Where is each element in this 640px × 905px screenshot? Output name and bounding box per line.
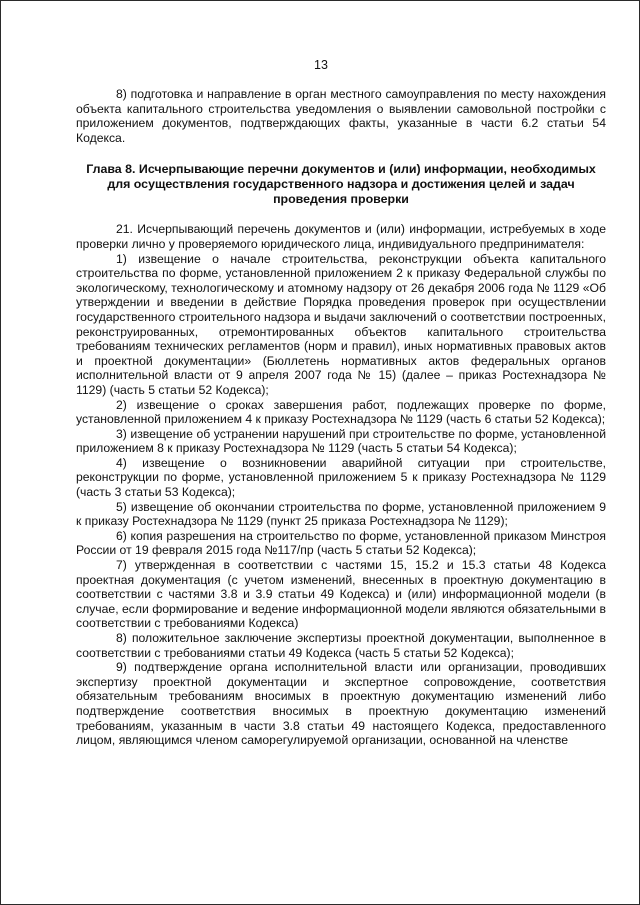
list-item-1: 1) извещение о начале строительства, реконструкции объекта капитального строительства по форме, установленной приложением 2 к приказу Федеральной службы по экологическому, технологическому и атомному надзору от 26 декабря 2006 года № 1129 «Об утверждении и введении в действие Порядка проведения проверок при осуществлении государственного строительного надзора и выдачи заключений о соответствии построенных, реконструированных, отремонтированных объектов капитального строительства требованиям технических регламентов (норм и правил), иных нормативных правовых актов и проектной документации» (Бюллетень нормативных актов федеральных органов исполнительной власти от 9 апреля 2007 года № 15) (далее – приказ Ростехнадзора № 1129) (часть 5 статьи 52 Кодекса); bbox=[76, 251, 606, 397]
section-21-lead: 21. Исчерпывающий перечень документов и (или) информации, истребуемых в ходе проверки лично у проверяемого юридического лица, индивидуального предпринимателя: bbox=[76, 222, 606, 251]
intro-item-paragraph: 8) подготовка и направление в орган местного самоуправления по месту нахождения объекта капитального строительства уведомления о выявлении самовольной постройки с приложением документов, подтверждающих факты, указанные в части 6.2 статьи 54 Кодекса. bbox=[76, 87, 606, 145]
page-number: 13 bbox=[314, 58, 328, 72]
list-item-3: 3) извещение об устранении нарушений при строительстве по форме, установленной приложением 8 к приказу Ростехнадзора № 1129 (часть 5 статьи 54 Кодекса); bbox=[76, 426, 606, 456]
list-item-2: 2) извещение о сроках завершения работ, подлежащих проверке по форме, установленной приложением 4 к приказу Ростехнадзора № 1129 (часть 6 статьи 52 Кодекса); bbox=[76, 397, 606, 427]
page-content bbox=[76, 87, 606, 748]
list-item-9: 9) подтверждение органа исполнительной власти или организации, проводивших экспертизу проектной документации и экспертное сопровождение, соответствия обязательным требованиям вносимых в проектную документацию изменений либо подтверждение соответствия вносимых в проектную документацию изменений требованиям, указанным в части 3.8 статьи 49 настоящего Кодекса, предоставленного лицом, являющимся членом саморегулируемой организации, основанной на членстве bbox=[76, 660, 606, 748]
list-item-6: 6) копия разрешения на строительство по форме, установленной приказом Минстроя России от 19 февраля 2015 года №117/пр (часть 5 статьи 52 Кодекса); bbox=[76, 528, 606, 558]
list-item-7: 7) утвержденная в соответствии с частями 15, 15.2 и 15.3 статьи 48 Кодекса проектная документация (с учетом изменений, внесенных в проектную документацию в соответствии с частями 3.8 и 3.9 статьи 49 Кодекса) и (или) информационной модели (в случае, если формирование и ведение информационной модели являются обязательными в соответствии с требованиями Кодекса) bbox=[76, 558, 606, 631]
list-item-4: 4) извещение о возникновении аварийной ситуации при строительстве, реконструкции по форме, установленной приложением 5 к приказу Ростехнадзора № 1129 (часть 3 статьи 53 Кодекса); bbox=[76, 455, 606, 500]
list-item-5: 5) извещение об окончании строительства по форме, установленной приложением 9 к приказу Ростехнадзора № 1129 (пункт 25 приказа Ростехнадзора № 1129); bbox=[76, 499, 606, 529]
chapter-heading: Глава 8. Исчерпывающие перечни документов и (или) информации, необходимых для осуществления государственного надзора и достижения целей и задач проведения проверки bbox=[86, 162, 596, 207]
list-item-8: 8) положительное заключение экспертизы проектной документации, выполненное в соответствии с требованиями статьи 49 Кодекса (часть 5 статьи 52 Кодекса); bbox=[76, 631, 606, 660]
